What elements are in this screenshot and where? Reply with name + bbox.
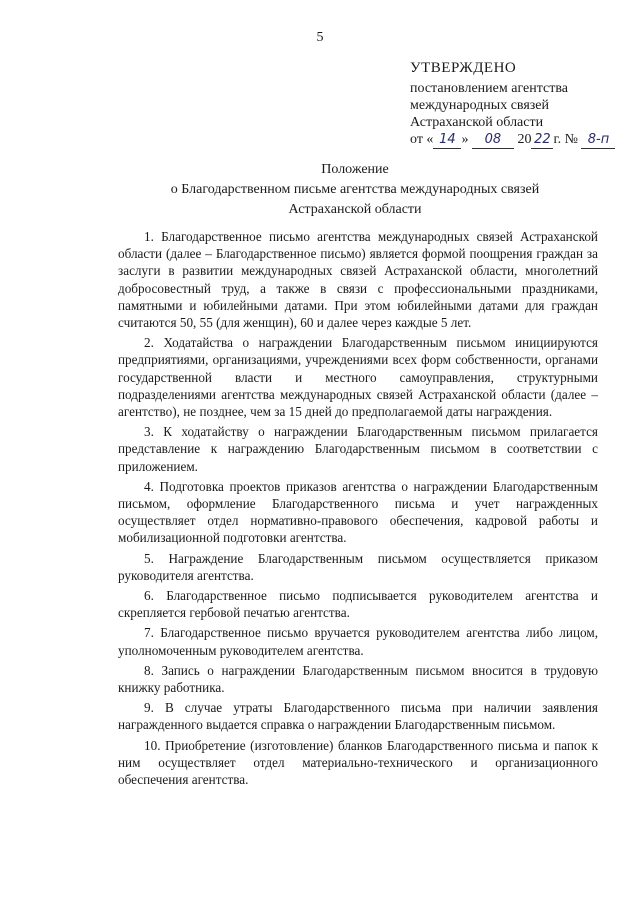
handwritten-day: 14 xyxy=(433,131,461,149)
year-suffix: г. № xyxy=(553,132,578,147)
date-mid: » xyxy=(461,132,469,147)
title-line-1: Положение xyxy=(321,162,389,177)
paragraph-7: 7. Благодарственное письмо вручается руководителем агентства либо лицом, уполномоченным руководителем агентства. xyxy=(118,625,598,658)
approval-date-line xyxy=(410,131,630,149)
title-line-3: Астраханской области xyxy=(288,202,422,217)
document-body xyxy=(118,228,598,791)
paragraph-9: 9. В случае утраты Благодарственного письма при наличии заявления награжденного выдается справка о награждении Благодарственным письмом. xyxy=(118,700,598,733)
handwritten-number: 8-п xyxy=(581,131,615,149)
page-number: 5 xyxy=(316,30,324,45)
approval-line-2: международных связей xyxy=(410,98,550,113)
paragraph-1: 1. Благодарственное письмо агентства международных связей Астраханской области (далее – Благодарственное письмо) является формой поощрения граждан за заслуги в развитии международных связей Астраханской области, многолетний добросовестный труд, а также в связи с профессиональными праздниками, памятными и юбилейными датами. При этом юбилейными датами для граждан считаются 50, 55 (для женщин), 60 и далее через каждые 5 лет. xyxy=(118,229,598,331)
title-line-2: о Благодарственном письме агентства международных связей xyxy=(170,182,540,197)
approval-line-3: Астраханской области xyxy=(410,115,544,130)
approval-heading: УТВЕРЖДЕНО xyxy=(410,60,517,76)
handwritten-year: 22 xyxy=(531,131,553,149)
document-title xyxy=(0,160,640,220)
paragraph-4: 4. Подготовка проектов приказов агентства о награждении Благодарственным письмом, оформление Благодарственного письма и учет награжденных осуществляет отдел нормативно-правового обеспечения, кадровой работы и мобилизационной подготовки агентства. xyxy=(118,478,598,546)
date-prefix: от « xyxy=(410,132,434,147)
approval-line-1: постановлением агентства xyxy=(410,81,568,96)
paragraph-6: 6. Благодарственное письмо подписывается руководителем агентства и скрепляется гербовой печатью агентства. xyxy=(118,588,598,621)
paragraph-8: 8. Запись о награждении Благодарственным письмом вносится в трудовую книжку работника. xyxy=(118,662,598,696)
paragraph-3: 3. К ходатайству о награждении Благодарственным письмом прилагается представление к награждению Благодарственным письмом в соответствии с приложением. xyxy=(118,424,598,474)
paragraph-10: 10. Приобретение (изготовление) бланков Благодарственного письма и папок к ним осуществляет отдел материально-технического и организационного обеспечения агентства. xyxy=(118,737,598,788)
paragraph-2: 2. Ходатайства о награждении Благодарственным письмом инициируются предприятиями, организациями, учреждениями всех форм собственности, органами государственной власти и местного самоуправления, структурными подразделениями агентства международных связей Астраханской области (далее – агентство), не позднее, чем за 15 дней до предполагаемой даты награждения. xyxy=(118,335,598,420)
handwritten-month: 08 xyxy=(472,131,514,149)
paragraph-5: 5. Награждение Благодарственным письмом осуществляется приказом руководителя агентства. xyxy=(118,550,598,583)
year-prefix: 20 xyxy=(517,132,532,147)
approval-stamp xyxy=(410,60,630,149)
